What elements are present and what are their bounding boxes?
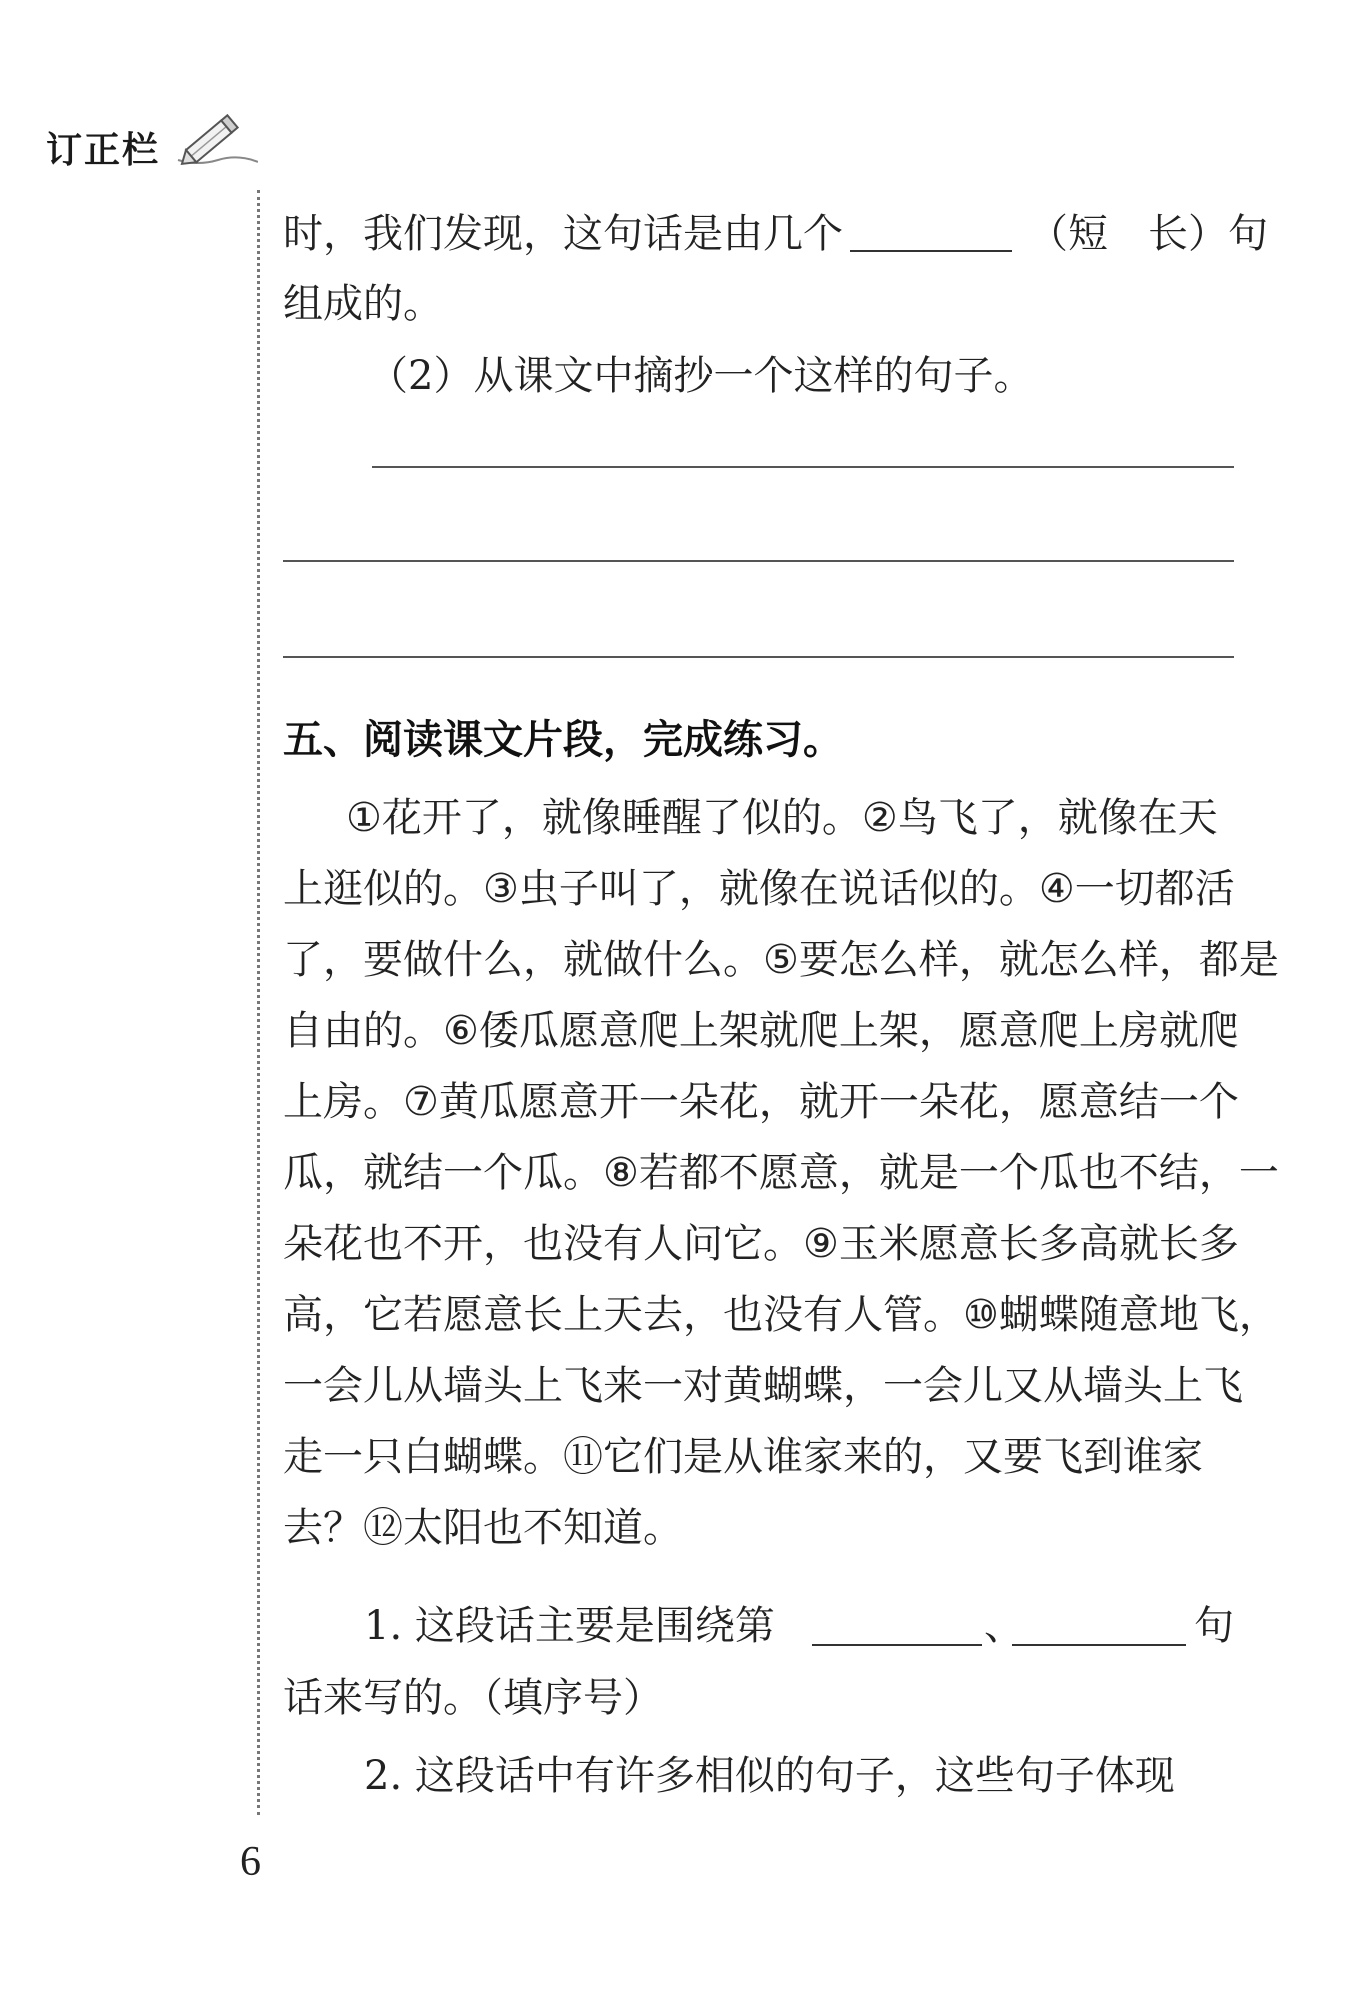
question-1-text: 1. 这段话主要是围绕第 xyxy=(364,1603,775,1649)
q4-answer-blank[interactable] xyxy=(850,250,1012,252)
q4-line2-text: 组成的。 xyxy=(283,281,443,327)
q4-line1-text: 时，我们发现，这句话是由几个 xyxy=(283,211,843,257)
question-1-blank-a[interactable] xyxy=(812,1644,982,1646)
correction-column-title: 订正栏 xyxy=(46,130,161,171)
page-number: 6 xyxy=(240,1839,261,1885)
question-1-blank-b[interactable] xyxy=(1012,1644,1186,1646)
passage-line: 上逛似的。③虫子叫了，就像在说话似的。④一切都活 xyxy=(283,866,1235,912)
passage-line: 走一只白蝴蝶。⑪它们是从谁家来的，又要飞到谁家 xyxy=(283,1434,1203,1480)
question-1-line2: 话来写的。（填序号） xyxy=(283,1675,663,1721)
passage-line: 一会儿从墙头上飞来一对黄蝴蝶，一会儿又从墙头上飞 xyxy=(283,1363,1243,1409)
passage-line: 朵花也不开，也没有人问它。⑨玉米愿意长多高就长多 xyxy=(283,1221,1239,1267)
section-5-heading: 五、阅读课文片段，完成练习。 xyxy=(283,717,843,763)
question-1-separator: 、 xyxy=(984,1603,1024,1649)
q4-subquestion-2: （2）从课文中摘抄一个这样的句子。 xyxy=(368,353,1034,399)
question-1-tail: 句 xyxy=(1194,1603,1234,1649)
q4-line1-options: （短 长）句 xyxy=(1028,211,1268,257)
margin-divider xyxy=(257,190,260,1815)
answer-line[interactable] xyxy=(372,466,1234,468)
passage-line: 高，它若愿意长上天去，也没有人管。⑩蝴蝶随意地飞， xyxy=(283,1292,1279,1338)
pencil-icon xyxy=(168,108,258,174)
passage-line: 上房。⑦黄瓜愿意开一朵花，就开一朵花，愿意结一个 xyxy=(283,1079,1239,1125)
answer-line[interactable] xyxy=(283,656,1234,658)
answer-line[interactable] xyxy=(283,560,1234,562)
passage-line: 去？⑫太阳也不知道。 xyxy=(283,1505,683,1551)
question-2-text: 2. 这段话中有许多相似的句子，这些句子体现 xyxy=(364,1753,1175,1799)
passage-line: 自由的。⑥倭瓜愿意爬上架就爬上架，愿意爬上房就爬 xyxy=(283,1008,1239,1054)
passage-line: 了，要做什么，就做什么。⑤要怎么样，就怎么样，都是 xyxy=(283,937,1279,983)
passage-line: ①花开了，就像睡醒了似的。②鸟飞了，就像在天 xyxy=(346,795,1218,841)
passage-line: 瓜，就结一个瓜。⑧若都不愿意，就是一个瓜也不结，一 xyxy=(283,1150,1279,1196)
